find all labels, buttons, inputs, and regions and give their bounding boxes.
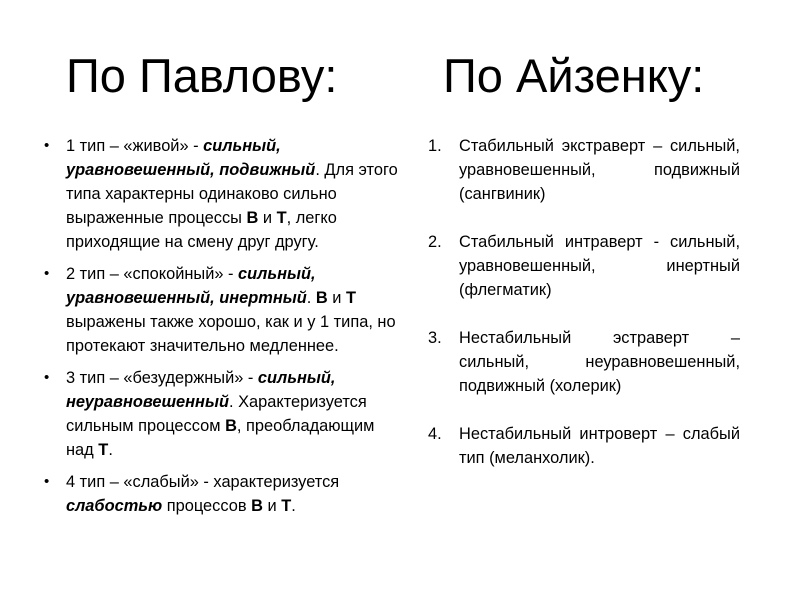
process-letter: В <box>251 497 263 515</box>
emphasis-text: сильный, неуравновешенный <box>66 369 336 411</box>
body-text: и <box>262 497 282 515</box>
item-text: Стабильный интраверт - сильный, уравновешенный, инертный (флегматик) <box>459 233 740 299</box>
body-text: процессов <box>162 497 252 515</box>
body-text: 3 тип – «безудержный» - <box>66 369 258 387</box>
bullet-icon: • <box>44 369 50 386</box>
eysenck-type-item <box>428 326 740 398</box>
emphasis-text: слабостью <box>66 497 163 515</box>
emphasis-text: сильный, уравновешенный, инертный <box>66 265 316 307</box>
pavlov-type-item <box>44 134 400 254</box>
process-letter: В <box>225 417 237 435</box>
body-text: . Для этого типа характерны одинаково сильно выраженные процессы <box>66 161 398 227</box>
process-letter: Т <box>281 497 292 515</box>
eysenck-type-item <box>428 230 740 302</box>
process-letter: Т <box>98 441 109 459</box>
title-pavlov: По Павлову: <box>66 49 338 102</box>
item-text: Нестабильный интроверт – слабый тип (меланхолик). <box>459 425 740 467</box>
bullet-icon: • <box>44 137 50 154</box>
emphasis-text: сильный, уравновешенный, подвижный <box>66 137 316 179</box>
body-text: и <box>327 289 347 307</box>
body-text: и <box>258 209 277 227</box>
item-number: 3. <box>428 329 442 347</box>
body-text: , легко приходящие на смену друг другу. <box>66 209 337 251</box>
item-number: 4. <box>428 425 442 443</box>
body-text: 2 тип – «спокойный» - <box>66 265 239 283</box>
body-text: . Характеризуется сильным процессом <box>66 393 367 435</box>
eysenck-types-list <box>428 134 740 494</box>
process-letter: В <box>246 209 259 227</box>
bullet-icon: • <box>44 265 50 282</box>
item-number: 1. <box>428 137 442 155</box>
body-text: 1 тип – «живой» - <box>66 137 204 155</box>
item-text: Нестабильный эстраверт – сильный, неуравновешенный, подвижный (холерик) <box>459 329 740 395</box>
pavlov-types-list <box>44 134 400 526</box>
body-text: 4 тип – «слабый» - характеризуется <box>66 473 340 491</box>
pavlov-type-item <box>44 470 400 518</box>
title-eysenck: По Айзенку: <box>443 49 705 102</box>
item-text: Стабильный экстраверт – сильный, уравновешенный, подвижный (сангвиник) <box>459 137 740 203</box>
bullet-icon: • <box>44 473 50 490</box>
pavlov-type-item <box>44 262 400 358</box>
body-text: . <box>306 289 316 307</box>
body-text: , преобладающим над <box>66 417 375 459</box>
process-letter: В <box>315 289 328 307</box>
body-text: . <box>108 441 113 459</box>
body-text: . <box>291 497 296 515</box>
pavlov-type-item <box>44 366 400 462</box>
process-letter: Т <box>276 209 287 227</box>
item-number: 2. <box>428 233 442 251</box>
process-letter: Т <box>346 289 357 307</box>
body-text: выражены также хорошо, как и у 1 типа, но протекают значительно медленнее. <box>66 313 396 355</box>
eysenck-type-item <box>428 422 740 470</box>
eysenck-type-item <box>428 134 740 206</box>
